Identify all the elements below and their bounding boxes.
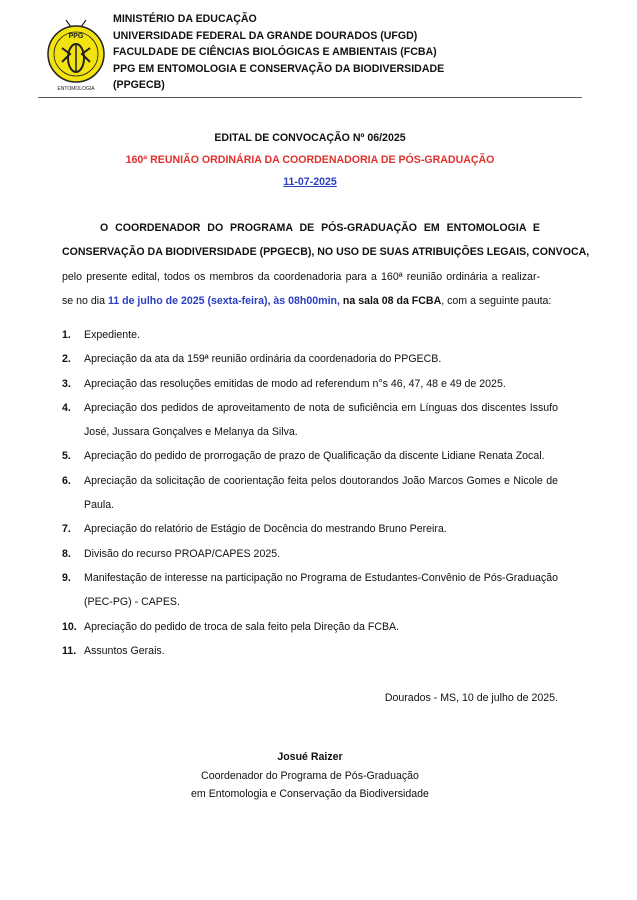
header-line-faculty: FACULDADE DE CIÊNCIAS BIOLÓGICAS E AMBIENTAIS (FCBA)	[113, 46, 437, 59]
agenda-item-text: Apreciação da ata da 159ª reunião ordinária da coordenadoria do PPGECB.	[84, 353, 442, 366]
meeting-date-link[interactable]: 11-07-2025	[283, 176, 337, 188]
header-line-acronym: (PPGECB)	[113, 79, 165, 92]
header-divider	[38, 97, 582, 98]
paragraph-line-3: pelo presente edital, todos os membros da coordenadoria para a 160ª reunião ordinária a realizar-	[62, 270, 540, 283]
agenda-item-number: 4.	[62, 401, 71, 414]
paragraph-line-2: CONSERVAÇÃO DA BIODIVERSIDADE (PPGECB), NO USO DE SUAS ATRIBUIÇÕES LEGAIS, CONVOCA,	[62, 246, 590, 259]
signatory-name: Josué Raizer	[277, 751, 343, 763]
paragraph-line-1: O COORDENADOR DO PROGRAMA DE PÓS-GRADUAÇÃO EM ENTOMOLOGIA E	[100, 222, 540, 234]
edital-title: EDITAL DE CONVOCAÇÃO Nº 06/2025	[214, 132, 406, 144]
agenda-item	[62, 469, 558, 518]
agenda-item	[62, 323, 558, 347]
header-line-university: UNIVERSIDADE FEDERAL DA GRANDE DOURADOS (UFGD)	[113, 29, 418, 42]
agenda-item-text: Apreciação da solicitação de coorientação feita pelos doutorandos João Marcos Gomes e Nicole de Paula.	[84, 474, 558, 512]
ppg-logo	[44, 14, 108, 92]
signature-block	[0, 748, 620, 804]
agenda-item-number: 1.	[62, 329, 71, 341]
signatory-role-line-1: Coordenador do Programa de Pós-Graduação	[201, 769, 419, 782]
agenda-item-text: Apreciação do pedido de troca de sala feito pela Direção da FCBA.	[84, 620, 400, 633]
institution-header	[113, 11, 444, 94]
agenda-item	[62, 542, 558, 566]
logo-subtext: ENTOMOLOGIA	[57, 86, 95, 92]
agenda-item-number: 10.	[62, 620, 77, 633]
agenda-item-text: Apreciação dos pedidos de aproveitamento de nota de suficiência em Línguas dos discentes Issufo José, Jussara Gonçalves e Melanya da Silva.	[84, 401, 558, 439]
agenda-item	[62, 396, 558, 445]
agenda-item-number: 5.	[62, 450, 71, 463]
agenda-item-text: Apreciação das resoluções emitidas de modo ad referendum n°s 46, 47, 48 e 49 de 2025.	[84, 377, 506, 390]
paragraph-line-4-pre: se no dia	[62, 295, 108, 308]
agenda-item	[62, 615, 558, 639]
edital-titles	[0, 127, 620, 193]
agenda-item	[62, 517, 558, 541]
paragraph-line-4-post: , com a seguinte pauta:	[441, 295, 552, 308]
agenda-item-text: Manifestação de interesse na participação no Programa de Estudantes-Convênio de Pós-Graduação (PEC-PG) - CAPES.	[84, 571, 558, 609]
convocation-paragraph	[62, 216, 590, 314]
agenda-item	[62, 566, 558, 615]
agenda-item	[62, 444, 558, 468]
meeting-title: 160ª REUNIÃO ORDINÁRIA DA COORDENADORIA DE PÓS-GRADUAÇÃO	[125, 154, 495, 166]
header-line-program: PPG EM ENTOMOLOGIA E CONSERVAÇÃO DA BIODIVERSIDADE	[113, 62, 445, 75]
agenda-item-text: Assuntos Gerais.	[84, 644, 165, 657]
agenda-item-number: 8.	[62, 547, 71, 560]
agenda-item-number: 6.	[62, 474, 71, 487]
meeting-place: na sala 08 da FCBA	[339, 295, 442, 308]
agenda-item-text: Expediente.	[84, 329, 140, 341]
agenda-item-number: 2.	[62, 353, 71, 366]
agenda-item-text: Apreciação do relatório de Estágio de Docência do mestrando Bruno Pereira.	[84, 523, 447, 536]
agenda-item-number: 3.	[62, 377, 71, 390]
header-line-ministry: MINISTÉRIO DA EDUCAÇÃO	[113, 13, 257, 25]
agenda-item-number: 9.	[62, 571, 71, 584]
agenda-item	[62, 372, 558, 396]
place-date-line: Dourados - MS, 10 de julho de 2025.	[384, 692, 558, 704]
agenda-item-text: Divisão do recurso PROAP/CAPES 2025.	[84, 547, 281, 560]
agenda-list	[62, 323, 558, 663]
agenda-item-text: Apreciação do pedido de prorrogação de prazo de Qualificação da discente Lidiane Renata Zocal.	[84, 450, 545, 463]
logo-text: PPG	[68, 33, 84, 40]
agenda-item-number: 7.	[62, 523, 71, 536]
paragraph-line-4	[62, 289, 552, 313]
agenda-item-number: 11.	[62, 644, 77, 657]
meeting-datetime: 11 de julho de 2025 (sexta-feira), às 08h00min,	[107, 295, 340, 308]
agenda-item	[62, 347, 558, 371]
agenda-item	[62, 639, 558, 663]
signatory-role-line-2: em Entomologia e Conservação da Biodiversidade	[191, 788, 429, 800]
